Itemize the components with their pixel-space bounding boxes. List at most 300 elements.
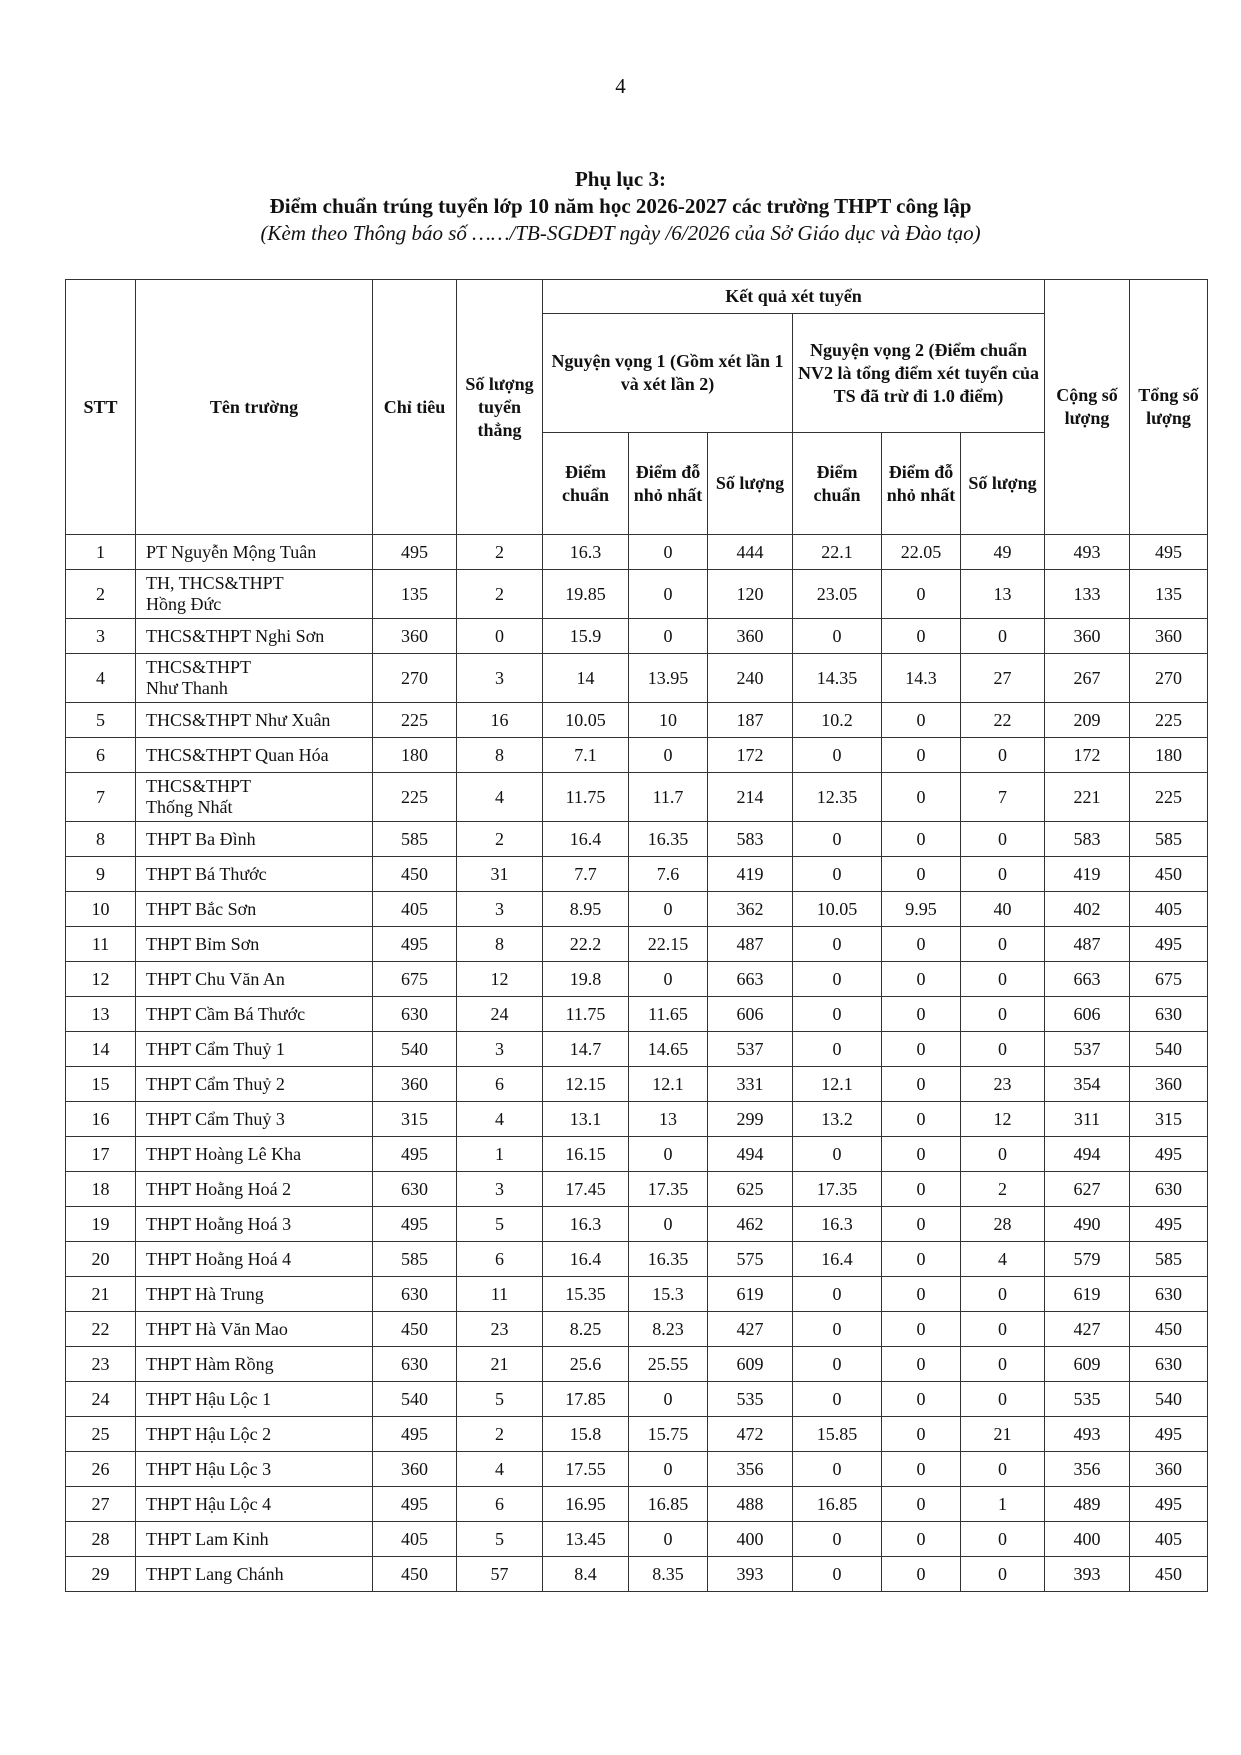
cell-quota: 360 [373,1452,457,1487]
cell-stt: 24 [66,1382,136,1417]
cell-total: 495 [1130,535,1208,570]
cell-school-name: THPT Hậu Lộc 4 [136,1487,373,1522]
cell-nv1-cutoff: 13.45 [543,1522,629,1557]
cell-total: 180 [1130,738,1208,773]
cell-nv2-min-pass: 0 [882,1277,961,1312]
cell-school-name: THPT Hà Trung [136,1277,373,1312]
cell-nv1-count: 663 [708,962,793,997]
cell-nv2-count: 13 [961,570,1045,619]
header-direct-admission: Số lượng tuyển thẳng [457,280,543,535]
cell-quota: 360 [373,619,457,654]
cell-nv2-count: 0 [961,738,1045,773]
cell-nv1-min-pass: 17.35 [629,1172,708,1207]
cell-nv2-cutoff: 0 [793,1137,882,1172]
cell-total: 540 [1130,1032,1208,1067]
cell-nv1-min-pass: 16.35 [629,1242,708,1277]
cell-nv1-min-pass: 0 [629,570,708,619]
cell-subtotal: 579 [1045,1242,1130,1277]
cell-school-name: TH, THCS&THPT Hồng Đức [136,570,373,619]
cell-nv2-count: 4 [961,1242,1045,1277]
cell-direct: 12 [457,962,543,997]
cell-nv2-cutoff: 10.05 [793,892,882,927]
cell-nv2-cutoff: 0 [793,962,882,997]
cell-nv1-cutoff: 10.05 [543,703,629,738]
cell-direct: 31 [457,857,543,892]
page-number: 4 [615,74,626,98]
cell-nv1-count: 535 [708,1382,793,1417]
cell-nv1-count: 494 [708,1137,793,1172]
cell-school-name: THPT Chu Văn An [136,962,373,997]
cell-nv1-cutoff: 16.15 [543,1137,629,1172]
header-nv1: Nguyện vọng 1 (Gồm xét lần 1 và xét lần 2) [543,314,793,433]
cell-nv1-count: 537 [708,1032,793,1067]
cell-nv2-count: 0 [961,1347,1045,1382]
cell-nv2-min-pass: 9.95 [882,892,961,927]
cell-quota: 540 [373,1382,457,1417]
cell-total: 450 [1130,857,1208,892]
cell-direct: 4 [457,1452,543,1487]
cell-nv2-cutoff: 14.35 [793,654,882,703]
cell-nv2-count: 0 [961,1522,1045,1557]
cell-nv2-min-pass: 0 [882,619,961,654]
table-row [66,738,1208,773]
cell-nv2-count: 40 [961,892,1045,927]
table-row [66,1487,1208,1522]
cell-nv2-count: 0 [961,619,1045,654]
cell-direct: 11 [457,1277,543,1312]
cell-nv2-min-pass: 0 [882,570,961,619]
cell-nv1-min-pass: 13.95 [629,654,708,703]
cell-nv2-cutoff: 0 [793,1347,882,1382]
cell-nv1-cutoff: 25.6 [543,1347,629,1382]
cell-nv2-count: 0 [961,1452,1045,1487]
cell-nv1-count: 619 [708,1277,793,1312]
cell-nv2-min-pass: 0 [882,773,961,822]
cell-nv1-min-pass: 25.55 [629,1347,708,1382]
table-row [66,1137,1208,1172]
cell-nv2-min-pass: 0 [882,1102,961,1137]
cell-total: 450 [1130,1557,1208,1592]
cell-direct: 5 [457,1382,543,1417]
cell-stt: 9 [66,857,136,892]
cell-nv1-cutoff: 19.85 [543,570,629,619]
cell-direct: 6 [457,1487,543,1522]
cell-total: 630 [1130,997,1208,1032]
cell-nv2-cutoff: 16.4 [793,1242,882,1277]
cell-nv2-cutoff: 13.2 [793,1102,882,1137]
table-row [66,1102,1208,1137]
cell-total: 225 [1130,773,1208,822]
table-row [66,619,1208,654]
cell-nv1-min-pass: 0 [629,619,708,654]
cell-nv1-cutoff: 16.4 [543,1242,629,1277]
cell-nv2-cutoff: 17.35 [793,1172,882,1207]
cell-quota: 495 [373,535,457,570]
cell-direct: 0 [457,619,543,654]
cell-direct: 3 [457,892,543,927]
cell-total: 585 [1130,822,1208,857]
table-body [66,535,1208,1592]
header-school-name: Tên trường [136,280,373,535]
cell-quota: 360 [373,1067,457,1102]
cell-total: 450 [1130,1312,1208,1347]
cell-nv2-min-pass: 22.05 [882,535,961,570]
cell-nv1-min-pass: 13 [629,1102,708,1137]
cell-quota: 585 [373,822,457,857]
cell-nv1-count: 472 [708,1417,793,1452]
cell-nv1-count: 606 [708,997,793,1032]
cell-total: 495 [1130,1487,1208,1522]
cell-subtotal: 490 [1045,1207,1130,1242]
cell-school-name: THPT Hà Văn Mao [136,1312,373,1347]
cell-stt: 23 [66,1347,136,1382]
table-row [66,997,1208,1032]
cell-subtotal: 619 [1045,1277,1130,1312]
cell-subtotal: 402 [1045,892,1130,927]
cell-nv2-count: 0 [961,857,1045,892]
header-nv1-count: Số lượng [708,433,793,535]
cell-nv1-count: 172 [708,738,793,773]
cell-total: 585 [1130,1242,1208,1277]
header-nv2-cutoff: Điểm chuẩn [793,433,882,535]
cell-school-name: THPT Cẩm Thuỷ 1 [136,1032,373,1067]
cell-nv2-count: 7 [961,773,1045,822]
cell-nv2-count: 0 [961,1137,1045,1172]
cell-total: 360 [1130,1067,1208,1102]
header-admission-results: Kết quả xét tuyển [543,280,1045,314]
cell-nv2-count: 0 [961,822,1045,857]
cell-nv2-count: 22 [961,703,1045,738]
cell-nv2-cutoff: 0 [793,822,882,857]
cell-nv2-cutoff: 0 [793,997,882,1032]
table-row [66,892,1208,927]
cell-nv2-count: 0 [961,1277,1045,1312]
cell-nv2-cutoff: 0 [793,1277,882,1312]
cell-total: 225 [1130,703,1208,738]
cell-nv2-min-pass: 0 [882,1312,961,1347]
cell-subtotal: 537 [1045,1032,1130,1067]
cell-total: 630 [1130,1277,1208,1312]
cell-nv1-cutoff: 16.3 [543,1207,629,1242]
cell-quota: 450 [373,1557,457,1592]
table-row [66,773,1208,822]
cell-nv1-cutoff: 13.1 [543,1102,629,1137]
cell-quota: 405 [373,1522,457,1557]
cell-subtotal: 400 [1045,1522,1130,1557]
table-row [66,703,1208,738]
cell-stt: 5 [66,703,136,738]
cell-stt: 17 [66,1137,136,1172]
cell-direct: 21 [457,1347,543,1382]
cell-stt: 11 [66,927,136,962]
cell-nv1-cutoff: 11.75 [543,773,629,822]
cell-nv1-count: 625 [708,1172,793,1207]
cell-school-name: THCS&THPT Thống Nhất [136,773,373,822]
cell-stt: 14 [66,1032,136,1067]
cell-quota: 630 [373,1277,457,1312]
cell-nv1-cutoff: 14 [543,654,629,703]
cell-quota: 135 [373,570,457,619]
cell-nv1-count: 609 [708,1347,793,1382]
cell-school-name: THCS&THPT Quan Hóa [136,738,373,773]
cell-nv2-count: 27 [961,654,1045,703]
cell-nv2-min-pass: 0 [882,1522,961,1557]
cell-stt: 4 [66,654,136,703]
table-row [66,822,1208,857]
cell-nv1-min-pass: 7.6 [629,857,708,892]
cell-stt: 16 [66,1102,136,1137]
cell-direct: 3 [457,1032,543,1067]
cell-total: 405 [1130,1522,1208,1557]
cell-stt: 3 [66,619,136,654]
cell-quota: 270 [373,654,457,703]
cell-nv2-min-pass: 0 [882,703,961,738]
cell-nv1-cutoff: 16.3 [543,535,629,570]
cell-nv1-count: 356 [708,1452,793,1487]
cell-nv1-cutoff: 15.9 [543,619,629,654]
cell-stt: 15 [66,1067,136,1102]
cell-nv1-cutoff: 8.95 [543,892,629,927]
cell-school-name: THCS&THPT Như Thanh [136,654,373,703]
cell-nv2-min-pass: 0 [882,1242,961,1277]
cell-quota: 495 [373,1417,457,1452]
header-stt: STT [66,280,136,535]
appendix-title: Phụ lục 3: [574,167,666,191]
cell-quota: 495 [373,1487,457,1522]
cell-nv1-cutoff: 17.85 [543,1382,629,1417]
table-row [66,857,1208,892]
cell-nv1-count: 331 [708,1067,793,1102]
cell-school-name: PT Nguyễn Mộng Tuân [136,535,373,570]
cell-nv2-count: 21 [961,1417,1045,1452]
cell-direct: 6 [457,1067,543,1102]
cell-stt: 20 [66,1242,136,1277]
table-row [66,1032,1208,1067]
cell-subtotal: 356 [1045,1452,1130,1487]
cell-nv2-count: 0 [961,1032,1045,1067]
cell-direct: 3 [457,654,543,703]
cell-total: 630 [1130,1347,1208,1382]
cell-nv2-min-pass: 0 [882,1137,961,1172]
cell-stt: 10 [66,892,136,927]
cell-stt: 18 [66,1172,136,1207]
cell-nv2-count: 1 [961,1487,1045,1522]
cell-nv1-cutoff: 11.75 [543,997,629,1032]
cell-nv2-min-pass: 0 [882,997,961,1032]
cell-direct: 16 [457,703,543,738]
cell-school-name: THPT Bỉm Sơn [136,927,373,962]
cell-subtotal: 360 [1045,619,1130,654]
cell-school-name: THCS&THPT Như Xuân [136,703,373,738]
cell-school-name: THCS&THPT Nghi Sơn [136,619,373,654]
cell-nv2-cutoff: 0 [793,738,882,773]
cell-nv2-cutoff: 0 [793,1382,882,1417]
header-nv2-min-pass: Điểm đỗ nhỏ nhất [882,433,961,535]
cell-stt: 12 [66,962,136,997]
cell-total: 360 [1130,619,1208,654]
cell-nv2-min-pass: 0 [882,1452,961,1487]
cell-school-name: THPT Hậu Lộc 1 [136,1382,373,1417]
appendix-note: (Kèm theo Thông báo số ……/TB-SGDĐT ngày /6/2026 của Sở Giáo dục và Đào tạo) [260,221,981,245]
cell-total: 405 [1130,892,1208,927]
cell-nv1-count: 583 [708,822,793,857]
header-nv1-min-pass: Điểm đỗ nhỏ nhất [629,433,708,535]
cell-nv2-count: 0 [961,1557,1045,1592]
cell-stt: 21 [66,1277,136,1312]
admission-results-table [65,279,1208,1592]
cell-nv1-min-pass: 0 [629,892,708,927]
cell-nv1-count: 444 [708,535,793,570]
cell-nv1-cutoff: 7.1 [543,738,629,773]
cell-nv1-cutoff: 8.25 [543,1312,629,1347]
cell-nv1-min-pass: 11.65 [629,997,708,1032]
cell-nv2-count: 28 [961,1207,1045,1242]
cell-nv2-min-pass: 0 [882,1067,961,1102]
cell-quota: 225 [373,703,457,738]
cell-total: 495 [1130,1137,1208,1172]
cell-nv1-cutoff: 16.4 [543,822,629,857]
cell-direct: 2 [457,1417,543,1452]
cell-direct: 8 [457,927,543,962]
cell-nv1-min-pass: 22.15 [629,927,708,962]
cell-nv1-min-pass: 0 [629,1452,708,1487]
cell-nv2-min-pass: 0 [882,927,961,962]
table-row [66,1382,1208,1417]
header-nv1-cutoff: Điểm chuẩn [543,433,629,535]
cell-school-name: THPT Hậu Lộc 2 [136,1417,373,1452]
cell-total: 360 [1130,1452,1208,1487]
table-row [66,1277,1208,1312]
cell-total: 495 [1130,1417,1208,1452]
cell-nv1-count: 240 [708,654,793,703]
table-row [66,1522,1208,1557]
document-heading [0,166,1241,247]
table-row [66,1557,1208,1592]
cell-nv2-count: 49 [961,535,1045,570]
cell-quota: 405 [373,892,457,927]
cell-nv2-cutoff: 12.35 [793,773,882,822]
cell-nv2-min-pass: 0 [882,1487,961,1522]
cell-stt: 25 [66,1417,136,1452]
cell-nv1-count: 419 [708,857,793,892]
cell-nv1-min-pass: 0 [629,535,708,570]
cell-nv2-count: 2 [961,1172,1045,1207]
cell-total: 540 [1130,1382,1208,1417]
cell-nv2-min-pass: 0 [882,822,961,857]
cell-stt: 22 [66,1312,136,1347]
cell-stt: 8 [66,822,136,857]
cell-nv1-min-pass: 15.75 [629,1417,708,1452]
cell-quota: 495 [373,1137,457,1172]
cell-nv1-cutoff: 7.7 [543,857,629,892]
cell-stt: 7 [66,773,136,822]
cell-nv1-min-pass: 16.35 [629,822,708,857]
cell-nv2-cutoff: 22.1 [793,535,882,570]
cell-subtotal: 133 [1045,570,1130,619]
cell-school-name: THPT Bắc Sơn [136,892,373,927]
cell-nv2-min-pass: 0 [882,1347,961,1382]
cell-direct: 5 [457,1207,543,1242]
cell-nv1-count: 393 [708,1557,793,1592]
cell-stt: 27 [66,1487,136,1522]
cell-stt: 13 [66,997,136,1032]
cell-subtotal: 627 [1045,1172,1130,1207]
cell-stt: 6 [66,738,136,773]
cell-school-name: THPT Ba Đình [136,822,373,857]
cell-nv1-count: 487 [708,927,793,962]
cell-school-name: THPT Lang Chánh [136,1557,373,1592]
cell-subtotal: 427 [1045,1312,1130,1347]
table-row [66,570,1208,619]
cell-school-name: THPT Cầm Bá Thước [136,997,373,1032]
cell-nv2-min-pass: 0 [882,1172,961,1207]
cell-direct: 23 [457,1312,543,1347]
table-row [66,1242,1208,1277]
cell-stt: 26 [66,1452,136,1487]
cell-direct: 8 [457,738,543,773]
cell-direct: 2 [457,822,543,857]
cell-school-name: THPT Hoằng Hoá 4 [136,1242,373,1277]
cell-total: 495 [1130,927,1208,962]
header-nv2: Nguyện vọng 2 (Điểm chuẩn NV2 là tổng điểm xét tuyển của TS đã trừ đi 1.0 điểm) [793,314,1045,433]
cell-nv2-count: 0 [961,997,1045,1032]
cell-total: 495 [1130,1207,1208,1242]
table-row [66,927,1208,962]
cell-stt: 19 [66,1207,136,1242]
cell-quota: 450 [373,1312,457,1347]
table-row [66,1452,1208,1487]
cell-school-name: THPT Cẩm Thuỷ 2 [136,1067,373,1102]
cell-stt: 28 [66,1522,136,1557]
header-nv2-count: Số lượng [961,433,1045,535]
header-subtotal: Cộng số lượng [1045,280,1130,535]
appendix-subtitle: Điểm chuẩn trúng tuyển lớp 10 năm học 2026-2027 các trường THPT công lập [269,194,972,218]
cell-nv2-min-pass: 0 [882,1557,961,1592]
cell-nv1-min-pass: 8.23 [629,1312,708,1347]
cell-nv1-min-pass: 0 [629,1522,708,1557]
cell-subtotal: 209 [1045,703,1130,738]
cell-quota: 585 [373,1242,457,1277]
table-row [66,1172,1208,1207]
cell-nv1-min-pass: 0 [629,962,708,997]
cell-quota: 540 [373,1032,457,1067]
cell-total: 675 [1130,962,1208,997]
cell-subtotal: 487 [1045,927,1130,962]
cell-nv1-min-pass: 11.7 [629,773,708,822]
cell-stt: 29 [66,1557,136,1592]
cell-stt: 2 [66,570,136,619]
cell-nv2-count: 0 [961,1312,1045,1347]
cell-nv2-cutoff: 0 [793,619,882,654]
cell-school-name: THPT Hàm Rồng [136,1347,373,1382]
cell-nv1-cutoff: 8.4 [543,1557,629,1592]
cell-nv1-cutoff: 12.15 [543,1067,629,1102]
cell-nv1-cutoff: 15.8 [543,1417,629,1452]
cell-nv1-min-pass: 0 [629,1207,708,1242]
cell-direct: 4 [457,1102,543,1137]
cell-nv1-min-pass: 14.65 [629,1032,708,1067]
cell-nv2-min-pass: 0 [882,1382,961,1417]
cell-nv1-count: 575 [708,1242,793,1277]
cell-subtotal: 494 [1045,1137,1130,1172]
cell-total: 135 [1130,570,1208,619]
cell-subtotal: 311 [1045,1102,1130,1137]
cell-nv2-min-pass: 0 [882,1207,961,1242]
cell-direct: 5 [457,1522,543,1557]
cell-nv1-count: 488 [708,1487,793,1522]
cell-direct: 3 [457,1172,543,1207]
table-header [66,280,1208,535]
